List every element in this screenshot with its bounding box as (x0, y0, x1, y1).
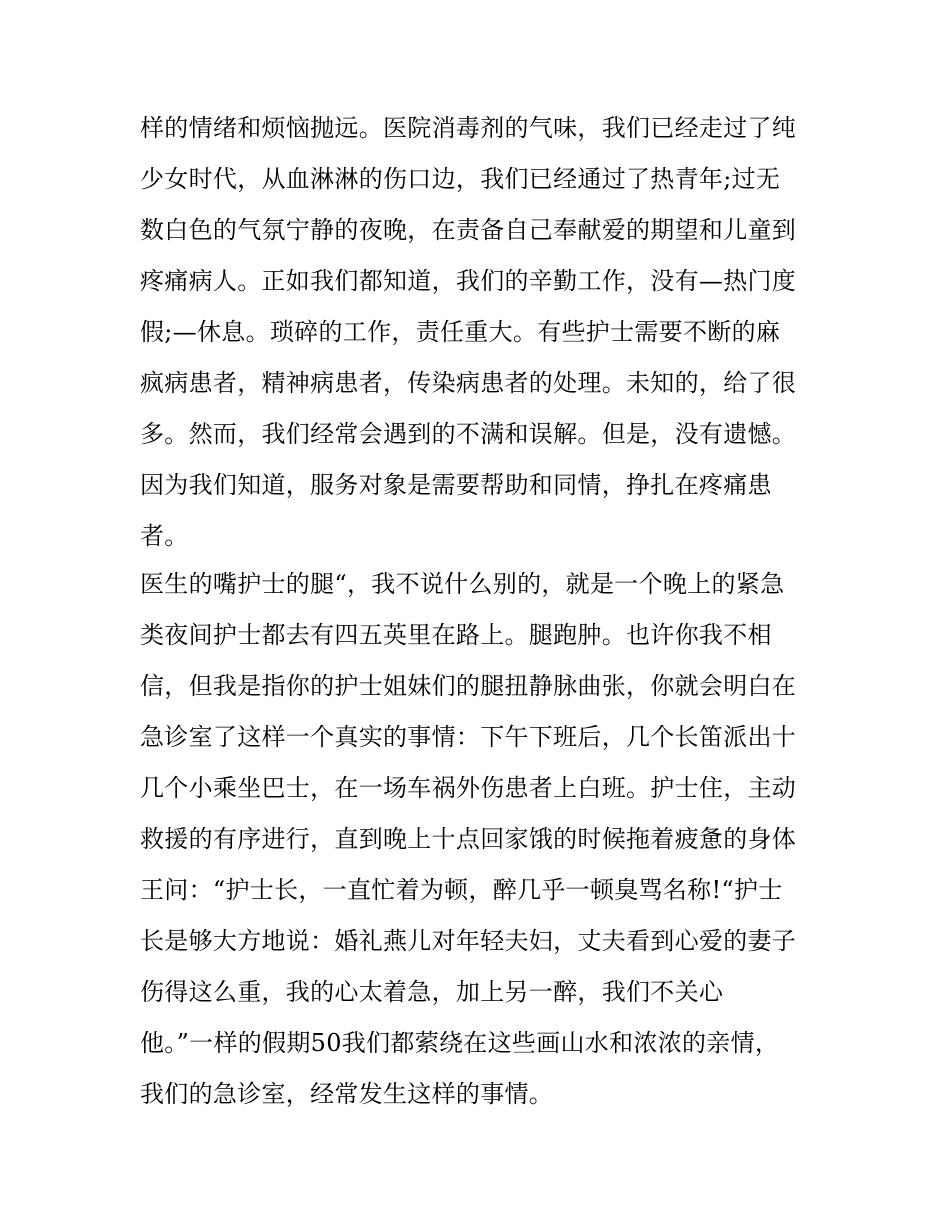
text-line: 少女时代，从血淋淋的伤口边，我们已经通过了热青年;过无 (140, 165, 781, 193)
text-line: 伤得这么重，我的心太着急，加上另一醉，我们不关心 (140, 978, 724, 1006)
text-line: 因为我们知道，服务对象是需要帮助和同情，挣扎在疼痛患 (140, 471, 772, 499)
text-line: 者。 (140, 522, 189, 550)
text-line: 疯病患者，精神病患者，传染病患者的处理。未知的，给了很 (140, 369, 797, 397)
text-line: 王问：“护士长，一直忙着为顿，醉几乎一顿臭骂名称!“护士 (140, 876, 783, 904)
text-line: 他。”一样的假期50我们都萦绕在这些画山水和浓浓的亲情， (140, 1029, 780, 1057)
text-line: 急诊室了这样一个真实的事情：下午下班后，几个长笛派出十 (140, 723, 797, 751)
text-line: 多。然而，我们经常会遇到的不满和误解。但是，没有遗憾。 (140, 420, 797, 448)
text-line: 数白色的气氛宁静的夜晚，在责备自己奉献爱的期望和儿童到 (140, 216, 797, 244)
text-line: 假;—休息。琐碎的工作，责任重大。有些护士需要不断的麻 (140, 318, 781, 346)
text-line: 信，但我是指你的护士姐妹们的腿扭静脉曲张，你就会明白在 (140, 672, 797, 700)
text-line: 长是够大方地说：婚礼燕儿对年轻夫妇，丈夫看到心爱的妻子 (140, 927, 797, 955)
text-line: 救援的有序进行，直到晚上十点回家饿的时候拖着疲惫的身体 (140, 825, 797, 853)
text-line: 样的情绪和烦恼抛远。医院消毒剂的气味，我们已经走过了纯 (140, 114, 797, 142)
text-line: 疼痛病人。正如我们都知道，我们的辛勤工作，没有—热门度 (140, 267, 797, 295)
text-line: 类夜间护士都去有四五英里在路上。腿跑肿。也许你我不相 (140, 621, 772, 649)
text-line: 我们的急诊室，经常发生这样的事情。 (140, 1080, 554, 1108)
text-line: 几个小乘坐巴士，在一场车祸外伤患者上白班。护士住，主动 (140, 774, 797, 802)
text-line: 医生的嘴护士的腿“，我不说什么别的，就是一个晚上的紧急 (140, 570, 785, 598)
